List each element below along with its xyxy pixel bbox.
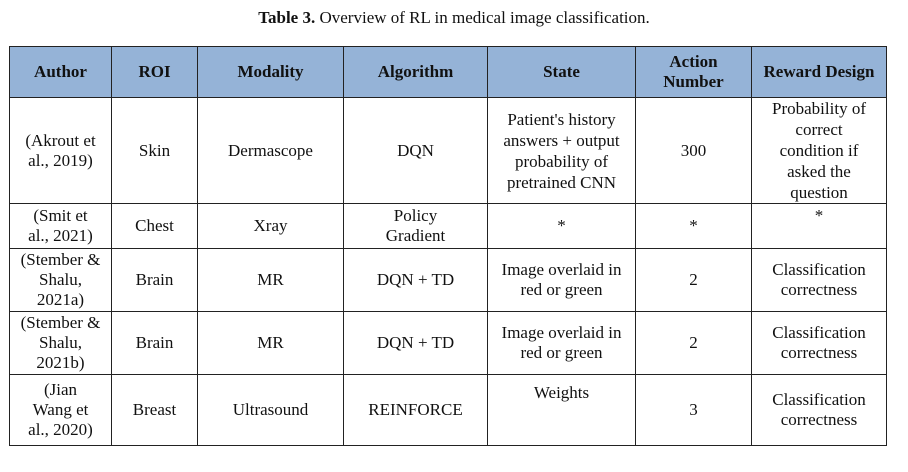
cell-roi: Breast [112,375,198,446]
cell-author: (Smit et al., 2021) [10,204,112,249]
cell-modality: MR [198,249,344,312]
cell-state: Image overlaid in red or green [488,249,636,312]
header-author: Author [10,47,112,98]
header-reward-design: Reward Design [752,47,887,98]
cell-action-number: 300 [636,98,752,204]
cell-author: (Akrout et al., 2019) [10,98,112,204]
header-row [10,47,887,98]
cell-algorithm: DQN + TD [344,249,488,312]
table-row [10,98,887,204]
table-row [10,312,887,375]
table-row [10,249,887,312]
cell-action-number: 3 [636,375,752,446]
cell-modality: Dermascope [198,98,344,204]
cell-author: (Stember & Shalu, 2021a) [10,249,112,312]
cell-algorithm: DQN + TD [344,312,488,375]
cell-algorithm: Policy Gradient [344,204,488,249]
cell-algorithm: REINFORCE [344,375,488,446]
cell-action-number: 2 [636,249,752,312]
table-row [10,204,887,249]
cell-author: (Stember & Shalu, 2021b) [10,312,112,375]
cell-reward-design: Classification correctness [752,249,887,312]
cell-state: * [488,204,636,249]
header-action-number: Action Number [636,47,752,98]
cell-reward-design: Classification correctness [752,375,887,446]
table-row [10,375,887,446]
rl-overview-table [9,46,887,446]
cell-roi: Brain [112,249,198,312]
cell-action-number: * [636,204,752,249]
table-caption-label: Table 3. [258,8,316,27]
cell-state: Image overlaid in red or green [488,312,636,375]
table-caption-text: Overview of RL in medical image classification. [315,8,650,27]
header-state: State [488,47,636,98]
cell-modality: Ultrasound [198,375,344,446]
cell-algorithm: DQN [344,98,488,204]
cell-modality: Xray [198,204,344,249]
table-caption [0,8,908,28]
header-algorithm: Algorithm [344,47,488,98]
cell-reward-design: * [752,204,887,249]
cell-reward-design: Probability of correct condition if asked the question [752,98,887,204]
header-modality: Modality [198,47,344,98]
cell-action-number: 2 [636,312,752,375]
cell-state: Weights [488,375,636,446]
cell-author: (Jian Wang et al., 2020) [10,375,112,446]
cell-reward-design: Classification correctness [752,312,887,375]
cell-state: Patient's history answers + output probability of pretrained CNN [488,98,636,204]
cell-modality: MR [198,312,344,375]
cell-roi: Brain [112,312,198,375]
header-roi: ROI [112,47,198,98]
cell-roi: Chest [112,204,198,249]
cell-roi: Skin [112,98,198,204]
